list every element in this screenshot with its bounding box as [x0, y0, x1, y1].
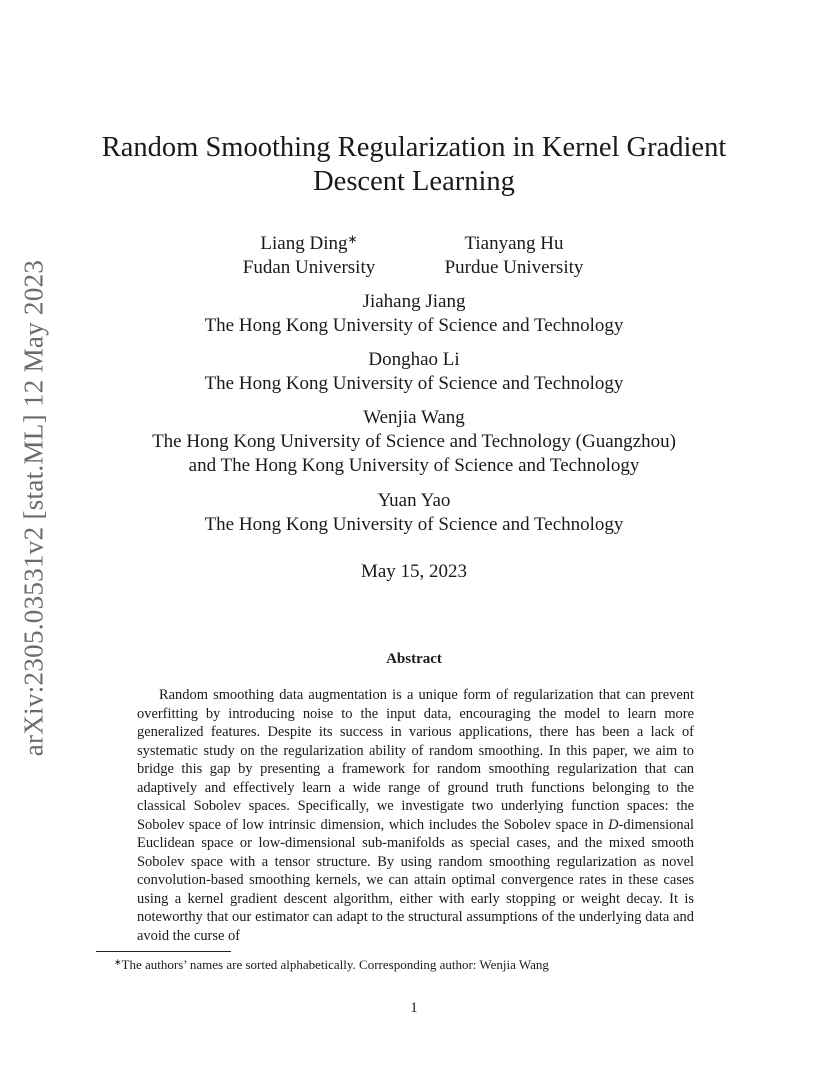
abstract-heading: Abstract: [386, 651, 442, 667]
paper-title-line-1: Random Smoothing Regularization in Kernel Gradient: [101, 132, 727, 163]
math-symbol-d: D: [608, 816, 619, 833]
abstract-body: [137, 686, 694, 945]
footnote-rule: [96, 951, 231, 952]
author-block-4: [0, 348, 828, 396]
paper-title: [0, 131, 828, 199]
author-name: Jiahang Jiang: [362, 291, 466, 312]
author-affiliation: The Hong Kong University of Science and Technology: [204, 373, 624, 394]
author-name: Liang Ding∗: [260, 232, 358, 254]
author-name: Wenjia Wang: [363, 407, 465, 428]
author-block-3: [0, 290, 828, 338]
author-name: Tianyang Hu: [464, 233, 564, 254]
abstract-text-part-2: -dimensional Euclidean space or low-dimensional sub-manifolds as special cases, and the mixed smooth Sobolev space with a tensor structure. By using random smoothing regularization as novel convolution-based smoothing kernels, we can attain optimal convergence rates in these cases using a kernel gradient descent algorithm, either with early stopping or weight decay. It is noteworthy that our estimator can adapt to the structural assumptions of the underlying data and avoid the curse of: [137, 816, 694, 944]
footnote-mark: ∗: [114, 957, 122, 967]
page-number: 1: [410, 1000, 418, 1016]
author-block-1: [235, 232, 383, 280]
paper-title-line-2: Descent Learning: [313, 166, 515, 197]
author-block-5: [0, 406, 828, 478]
author-affiliation: Purdue University: [444, 257, 584, 278]
author-affiliation: Fudan University: [242, 257, 376, 278]
author-name: Donghao Li: [368, 349, 460, 370]
author-affiliation: The Hong Kong University of Science and Technology: [204, 514, 624, 535]
publication-date: May 15, 2023: [360, 561, 468, 582]
author-block-6: [0, 489, 828, 537]
author-affiliation: The Hong Kong University of Science and Technology (Guangzhou): [152, 431, 676, 452]
footnote-marker: ∗: [347, 232, 358, 246]
author-block-2: [432, 232, 596, 280]
footnote-text: The authors’ names are sorted alphabetically. Corresponding author: Wenjia Wang: [121, 957, 549, 972]
author-affiliation-secondary: and The Hong Kong University of Science and Technology: [188, 455, 640, 476]
footnote: [114, 957, 549, 973]
author-affiliation: The Hong Kong University of Science and Technology: [204, 315, 624, 336]
abstract-text-part-1: Random smoothing data augmentation is a unique form of regularization that can prevent overfitting by introducing noise to the input data, encouraging the model to learn more generalized features. Despite its success in various applications, there has been a lack of systematic study on the regularization ability of random smoothing. In this paper, we aim to bridge this gap by presenting a framework for random smoothing regularization that can adaptively and effectively learn a wide range of ground truth functions belonging to the classical Sobolev spaces. Specifically, we investigate two underlying function spaces: the Sobolev space of low intrinsic dimension, which includes the Sobolev space in: [137, 687, 694, 833]
author-name: Yuan Yao: [377, 490, 451, 511]
arxiv-identifier: arXiv:2305.03531v2 [stat.ML] 12 May 2023: [18, 259, 49, 757]
